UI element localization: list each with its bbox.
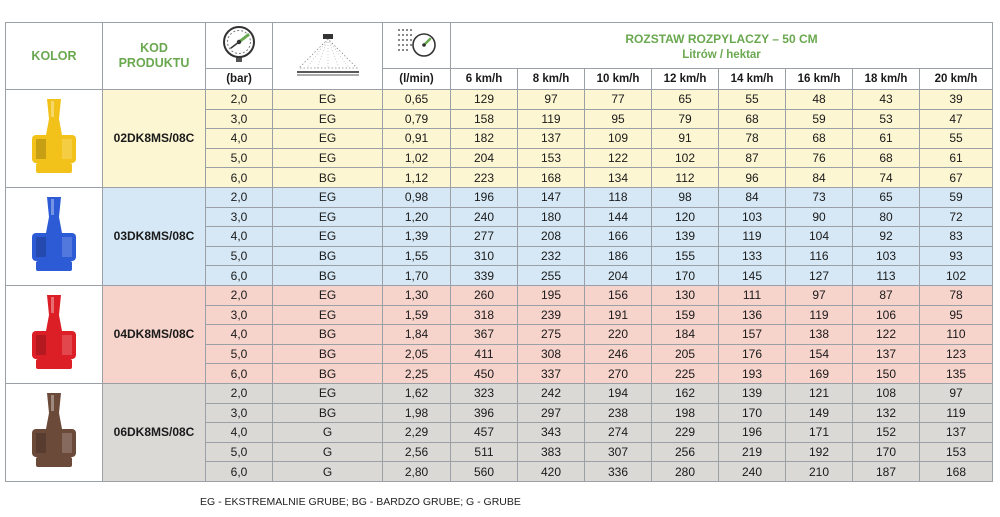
rate-cell: 168 <box>920 462 993 482</box>
rate-cell: 77 <box>585 90 652 110</box>
kod-line1: KOD <box>140 41 168 55</box>
rate-cell: 171 <box>786 423 853 443</box>
kod-line2: PRODUKTU <box>118 56 190 70</box>
rate-cell: 116 <box>786 246 853 266</box>
rate-cell: 182 <box>451 129 518 149</box>
rate-cell: 318 <box>451 305 518 325</box>
rate-cell: 127 <box>786 266 853 286</box>
rate-cell: 118 <box>585 187 652 207</box>
flow-cell: 0,91 <box>383 129 451 149</box>
rate-cell: 68 <box>786 129 853 149</box>
rate-cell: 367 <box>451 325 518 345</box>
rate-cell: 72 <box>920 207 993 227</box>
pressure-cell: 2,0 <box>206 383 273 403</box>
flow-cell: 0,98 <box>383 187 451 207</box>
rate-cell: 76 <box>786 148 853 168</box>
rate-cell: 274 <box>585 423 652 443</box>
rate-cell: 242 <box>518 383 585 403</box>
product-code: 06DK8MS/08C <box>103 383 206 481</box>
drop-size-cell: EG <box>273 285 383 305</box>
pressure-cell: 3,0 <box>206 305 273 325</box>
rate-cell: 132 <box>853 403 920 423</box>
rate-cell: 198 <box>652 403 719 423</box>
rate-cell: 92 <box>853 227 920 247</box>
pressure-cell: 2,0 <box>206 187 273 207</box>
rate-cell: 223 <box>451 168 518 188</box>
yellow-nozzle <box>6 90 103 188</box>
flow-cell: 2,80 <box>383 462 451 482</box>
rate-cell: 68 <box>719 109 786 129</box>
speed-header: 16 km/h <box>786 69 853 90</box>
table-row <box>6 285 993 305</box>
rate-cell: 170 <box>652 266 719 286</box>
rate-cell: 192 <box>786 442 853 462</box>
rate-cell: 53 <box>853 109 920 129</box>
rate-cell: 147 <box>518 187 585 207</box>
table-body <box>6 90 993 482</box>
drop-size-cell: EG <box>273 305 383 325</box>
rozstaw-subtitle: Litrów / hektar <box>682 49 761 61</box>
pressure-cell: 3,0 <box>206 403 273 423</box>
table-row <box>6 187 993 207</box>
rate-cell: 139 <box>719 383 786 403</box>
rate-cell: 79 <box>652 109 719 129</box>
rate-cell: 336 <box>585 462 652 482</box>
rozstaw-title: ROZSTAW ROZPYLACZY – 50 CM <box>625 32 818 46</box>
drop-size-cell: BG <box>273 403 383 423</box>
rate-cell: 186 <box>585 246 652 266</box>
rate-cell: 95 <box>920 305 993 325</box>
rate-cell: 240 <box>719 462 786 482</box>
blue-nozzle <box>6 187 103 285</box>
speed-header: 14 km/h <box>719 69 786 90</box>
brown-nozzle <box>6 383 103 481</box>
rate-cell: 122 <box>585 148 652 168</box>
rate-cell: 159 <box>652 305 719 325</box>
rate-cell: 55 <box>719 90 786 110</box>
rate-cell: 91 <box>652 129 719 149</box>
flow-cell: 1,39 <box>383 227 451 247</box>
rate-cell: 155 <box>652 246 719 266</box>
rate-cell: 130 <box>652 285 719 305</box>
rate-cell: 135 <box>920 364 993 384</box>
rate-cell: 122 <box>853 325 920 345</box>
speed-header: 6 km/h <box>451 69 518 90</box>
rate-cell: 139 <box>652 227 719 247</box>
flow-cell: 1,84 <box>383 325 451 345</box>
rate-cell: 74 <box>853 168 920 188</box>
rate-cell: 229 <box>652 423 719 443</box>
rate-cell: 59 <box>920 187 993 207</box>
rate-cell: 180 <box>518 207 585 227</box>
rate-cell: 275 <box>518 325 585 345</box>
rate-cell: 133 <box>719 246 786 266</box>
rate-cell: 457 <box>451 423 518 443</box>
rate-cell: 108 <box>853 383 920 403</box>
rate-cell: 153 <box>518 148 585 168</box>
rate-cell: 87 <box>719 148 786 168</box>
pressure-cell: 5,0 <box>206 148 273 168</box>
rate-cell: 323 <box>451 383 518 403</box>
pressure-cell: 2,0 <box>206 90 273 110</box>
rate-cell: 194 <box>585 383 652 403</box>
rate-cell: 154 <box>786 344 853 364</box>
rate-cell: 137 <box>920 423 993 443</box>
product-code: 04DK8MS/08C <box>103 285 206 383</box>
rate-cell: 144 <box>585 207 652 227</box>
product-code: 02DK8MS/08C <box>103 90 206 188</box>
rate-cell: 255 <box>518 266 585 286</box>
rate-cell: 187 <box>853 462 920 482</box>
rate-cell: 95 <box>585 109 652 129</box>
rate-cell: 238 <box>585 403 652 423</box>
rate-cell: 65 <box>853 187 920 207</box>
rate-cell: 308 <box>518 344 585 364</box>
pressure-cell: 3,0 <box>206 207 273 227</box>
flow-cell: 2,05 <box>383 344 451 364</box>
rate-cell: 55 <box>920 129 993 149</box>
rate-cell: 450 <box>451 364 518 384</box>
red-nozzle-icon <box>26 293 82 373</box>
product-code: 03DK8MS/08C <box>103 187 206 285</box>
rate-cell: 343 <box>518 423 585 443</box>
rate-cell: 170 <box>853 442 920 462</box>
rate-cell: 383 <box>518 442 585 462</box>
rate-cell: 73 <box>786 187 853 207</box>
blue-nozzle-icon <box>26 195 82 275</box>
speed-header: 8 km/h <box>518 69 585 90</box>
rate-cell: 169 <box>786 364 853 384</box>
pressure-cell: 6,0 <box>206 462 273 482</box>
rate-cell: 102 <box>652 148 719 168</box>
flow-cell: 0,65 <box>383 90 451 110</box>
pressure-cell: 3,0 <box>206 109 273 129</box>
rate-cell: 337 <box>518 364 585 384</box>
pressure-cell: 4,0 <box>206 423 273 443</box>
rate-cell: 166 <box>585 227 652 247</box>
drop-size-cell: BG <box>273 364 383 384</box>
spray-pattern-header <box>273 23 383 90</box>
drop-size-cell: BG <box>273 246 383 266</box>
rate-cell: 196 <box>719 423 786 443</box>
rate-cell: 191 <box>585 305 652 325</box>
brown-nozzle-icon <box>26 391 82 471</box>
pressure-unit: (bar) <box>206 69 273 90</box>
rate-cell: 138 <box>786 325 853 345</box>
rate-cell: 109 <box>585 129 652 149</box>
flow-cell: 1,02 <box>383 148 451 168</box>
rate-cell: 61 <box>920 148 993 168</box>
speed-header: 20 km/h <box>920 69 993 90</box>
rate-cell: 112 <box>652 168 719 188</box>
drop-size-cell: EG <box>273 187 383 207</box>
rate-cell: 98 <box>652 187 719 207</box>
rate-cell: 270 <box>585 364 652 384</box>
rate-cell: 396 <box>451 403 518 423</box>
rate-cell: 120 <box>652 207 719 227</box>
flow-cell: 1,30 <box>383 285 451 305</box>
rate-cell: 106 <box>853 305 920 325</box>
rate-cell: 152 <box>853 423 920 443</box>
drop-size-legend: EG - EKSTREMALNIE GRUBE; BG - BARDZO GRUBE; G - GRUBE <box>200 496 521 508</box>
rate-cell: 246 <box>585 344 652 364</box>
yellow-nozzle-icon <box>26 97 82 177</box>
pressure-cell: 6,0 <box>206 364 273 384</box>
drop-size-cell: G <box>273 462 383 482</box>
rate-cell: 210 <box>786 462 853 482</box>
rate-cell: 103 <box>853 246 920 266</box>
rate-cell: 67 <box>920 168 993 188</box>
pressure-cell: 4,0 <box>206 325 273 345</box>
pressure-cell: 5,0 <box>206 246 273 266</box>
rate-cell: 193 <box>719 364 786 384</box>
nozzle-spec-table <box>5 22 993 482</box>
spray-table-container <box>5 22 992 482</box>
flow-cell: 1,12 <box>383 168 451 188</box>
rate-cell: 168 <box>518 168 585 188</box>
rate-cell: 113 <box>853 266 920 286</box>
rate-cell: 59 <box>786 109 853 129</box>
rozstaw-header <box>451 23 993 69</box>
pressure-gauge-icon <box>222 25 256 63</box>
rate-cell: 78 <box>719 129 786 149</box>
rate-cell: 219 <box>719 442 786 462</box>
rate-cell: 78 <box>920 285 993 305</box>
rate-cell: 47 <box>920 109 993 129</box>
flow-cell: 2,29 <box>383 423 451 443</box>
rate-cell: 204 <box>585 266 652 286</box>
drop-size-cell: EG <box>273 90 383 110</box>
drop-size-cell: BG <box>273 325 383 345</box>
pressure-cell: 5,0 <box>206 344 273 364</box>
pressure-cell: 6,0 <box>206 266 273 286</box>
flow-cell: 1,70 <box>383 266 451 286</box>
rate-cell: 80 <box>853 207 920 227</box>
drop-size-cell: EG <box>273 148 383 168</box>
rate-cell: 119 <box>518 109 585 129</box>
rate-cell: 225 <box>652 364 719 384</box>
drop-size-cell: EG <box>273 129 383 149</box>
rate-cell: 104 <box>786 227 853 247</box>
pressure-cell: 6,0 <box>206 168 273 188</box>
rate-cell: 84 <box>786 168 853 188</box>
rate-cell: 87 <box>853 285 920 305</box>
rate-cell: 61 <box>853 129 920 149</box>
rate-cell: 137 <box>853 344 920 364</box>
rate-cell: 93 <box>920 246 993 266</box>
flow-cell: 2,56 <box>383 442 451 462</box>
flow-cell: 1,20 <box>383 207 451 227</box>
rate-cell: 119 <box>786 305 853 325</box>
table-row <box>6 90 993 110</box>
rate-cell: 134 <box>585 168 652 188</box>
rate-cell: 123 <box>920 344 993 364</box>
rate-cell: 65 <box>652 90 719 110</box>
flow-cell: 1,59 <box>383 305 451 325</box>
rate-cell: 39 <box>920 90 993 110</box>
rate-cell: 48 <box>786 90 853 110</box>
kod-produktu-header <box>103 23 206 90</box>
drop-size-cell: EG <box>273 109 383 129</box>
rate-cell: 153 <box>920 442 993 462</box>
rate-cell: 97 <box>920 383 993 403</box>
drop-size-cell: BG <box>273 266 383 286</box>
rate-cell: 208 <box>518 227 585 247</box>
rate-cell: 102 <box>920 266 993 286</box>
flow-cell: 1,62 <box>383 383 451 403</box>
rate-cell: 205 <box>652 344 719 364</box>
speed-header: 18 km/h <box>853 69 920 90</box>
flow-cell: 1,55 <box>383 246 451 266</box>
rate-cell: 121 <box>786 383 853 403</box>
rate-cell: 150 <box>853 364 920 384</box>
rate-cell: 560 <box>451 462 518 482</box>
rate-cell: 176 <box>719 344 786 364</box>
rate-cell: 239 <box>518 305 585 325</box>
pressure-cell: 2,0 <box>206 285 273 305</box>
rate-cell: 297 <box>518 403 585 423</box>
rate-cell: 43 <box>853 90 920 110</box>
rate-cell: 68 <box>853 148 920 168</box>
rate-cell: 136 <box>719 305 786 325</box>
drop-size-cell: EG <box>273 207 383 227</box>
flow-unit: (l/min) <box>383 69 451 90</box>
flow-header <box>383 23 451 69</box>
spray-pattern-icon <box>293 32 363 78</box>
rate-cell: 103 <box>719 207 786 227</box>
rate-cell: 256 <box>652 442 719 462</box>
rate-cell: 204 <box>451 148 518 168</box>
drop-size-cell: G <box>273 442 383 462</box>
rate-cell: 119 <box>719 227 786 247</box>
drop-size-cell: EG <box>273 227 383 247</box>
flow-cell: 2,25 <box>383 364 451 384</box>
rate-cell: 90 <box>786 207 853 227</box>
rate-cell: 156 <box>585 285 652 305</box>
rate-cell: 280 <box>652 462 719 482</box>
table-row <box>6 383 993 403</box>
rate-cell: 97 <box>786 285 853 305</box>
pressure-header <box>206 23 273 69</box>
rate-cell: 158 <box>451 109 518 129</box>
pressure-cell: 5,0 <box>206 442 273 462</box>
rate-cell: 157 <box>719 325 786 345</box>
flow-cell: 0,79 <box>383 109 451 129</box>
rate-cell: 170 <box>719 403 786 423</box>
rate-cell: 240 <box>451 207 518 227</box>
kolor-header: KOLOR <box>6 23 103 90</box>
rate-cell: 110 <box>920 325 993 345</box>
pressure-cell: 4,0 <box>206 227 273 247</box>
rate-cell: 162 <box>652 383 719 403</box>
speed-header: 12 km/h <box>652 69 719 90</box>
rate-cell: 83 <box>920 227 993 247</box>
drop-size-cell: BG <box>273 168 383 188</box>
rate-cell: 96 <box>719 168 786 188</box>
rate-cell: 84 <box>719 187 786 207</box>
rate-cell: 111 <box>719 285 786 305</box>
speed-header: 10 km/h <box>585 69 652 90</box>
rate-cell: 149 <box>786 403 853 423</box>
rate-cell: 310 <box>451 246 518 266</box>
rate-cell: 420 <box>518 462 585 482</box>
rate-cell: 260 <box>451 285 518 305</box>
rate-cell: 411 <box>451 344 518 364</box>
rate-cell: 339 <box>451 266 518 286</box>
rate-cell: 220 <box>585 325 652 345</box>
rate-cell: 129 <box>451 90 518 110</box>
rate-cell: 97 <box>518 90 585 110</box>
drop-size-cell: BG <box>273 344 383 364</box>
rate-cell: 232 <box>518 246 585 266</box>
flow-cell: 1,98 <box>383 403 451 423</box>
rate-cell: 145 <box>719 266 786 286</box>
rate-cell: 196 <box>451 187 518 207</box>
drop-size-cell: G <box>273 423 383 443</box>
rate-cell: 119 <box>920 403 993 423</box>
rate-cell: 195 <box>518 285 585 305</box>
flow-meter-icon <box>396 25 438 63</box>
drop-size-cell: EG <box>273 383 383 403</box>
rate-cell: 184 <box>652 325 719 345</box>
rate-cell: 511 <box>451 442 518 462</box>
rate-cell: 137 <box>518 129 585 149</box>
rate-cell: 307 <box>585 442 652 462</box>
pressure-cell: 4,0 <box>206 129 273 149</box>
rate-cell: 277 <box>451 227 518 247</box>
red-nozzle <box>6 285 103 383</box>
